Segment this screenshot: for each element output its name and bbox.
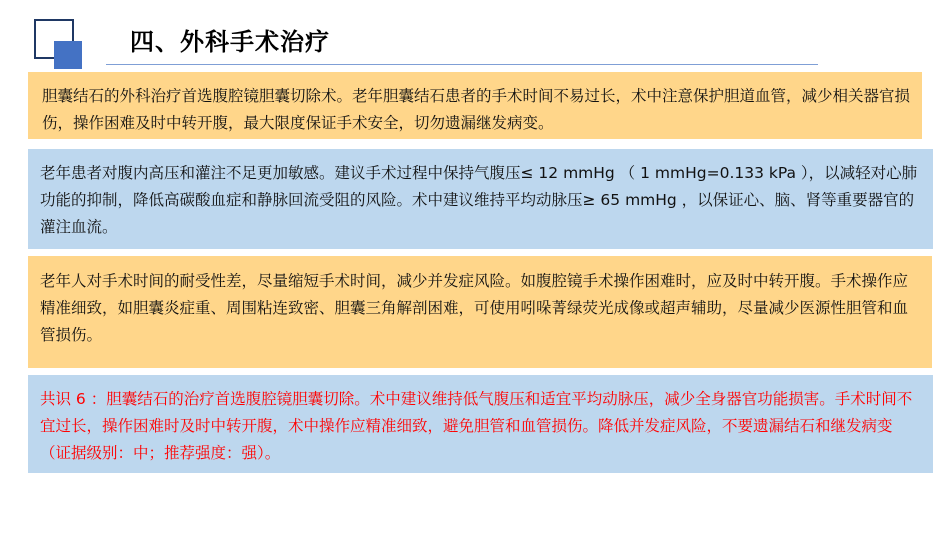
logo-filled-square <box>54 41 82 69</box>
consensus-text: 共识 6 ：胆囊结石的治疗首选腹腔镜胆囊切除。术中建议维持低气腹压和适宜平均动脉压，减少全身器官功能损害。手术时间不宜过长，操作困难时及时中转开腹，术中操作应精准细致，避免胆管和血管损伤。降低并发症风险，不要遗漏结石和继发病变（证据级别：中；推荐强度：强）。 <box>40 390 913 462</box>
pneumoperitoneum-text: 老年患者对腹内高压和灌注不足更加敏感。建议手术过程中保持气腹压≤ 12 mmHg （ 1 mmHg=0.133 kPa ），以减轻对心肺功能的抑制，降低高碳酸血症和静脉回流受阻的风险。术中建议维持平均动脉压≥ 65 mmHg ，以保证心、脑、肾等重要器官的灌注血流。 <box>40 164 918 236</box>
pneumoperitoneum-box <box>28 149 933 249</box>
title-underline <box>106 64 818 65</box>
page-title: 四、外科手术治疗 <box>130 28 330 56</box>
consensus-box <box>28 375 933 473</box>
operation-time-box <box>28 256 932 368</box>
surgery-choice-text: 胆囊结石的外科治疗首选腹腔镜胆囊切除术。老年胆囊结石患者的手术时间不易过长，术中注意保护胆道血管，减少相关器官损伤，操作困难及时中转开腹，最大限度保证手术安全，切勿遗漏继发病变。 <box>42 87 911 132</box>
operation-time-text: 老年人对手术时间的耐受性差，尽量缩短手术时间，减少并发症风险。如腹腔镜手术操作困难时，应及时中转开腹。手术操作应精准细致，如胆囊炎症重、周围粘连致密、胆囊三角解剖困难，可使用吲哚菁绿荧光成像或超声辅助，尽量减少医源性胆管和血管损伤。 <box>40 272 909 344</box>
surgery-choice-box <box>28 72 922 139</box>
